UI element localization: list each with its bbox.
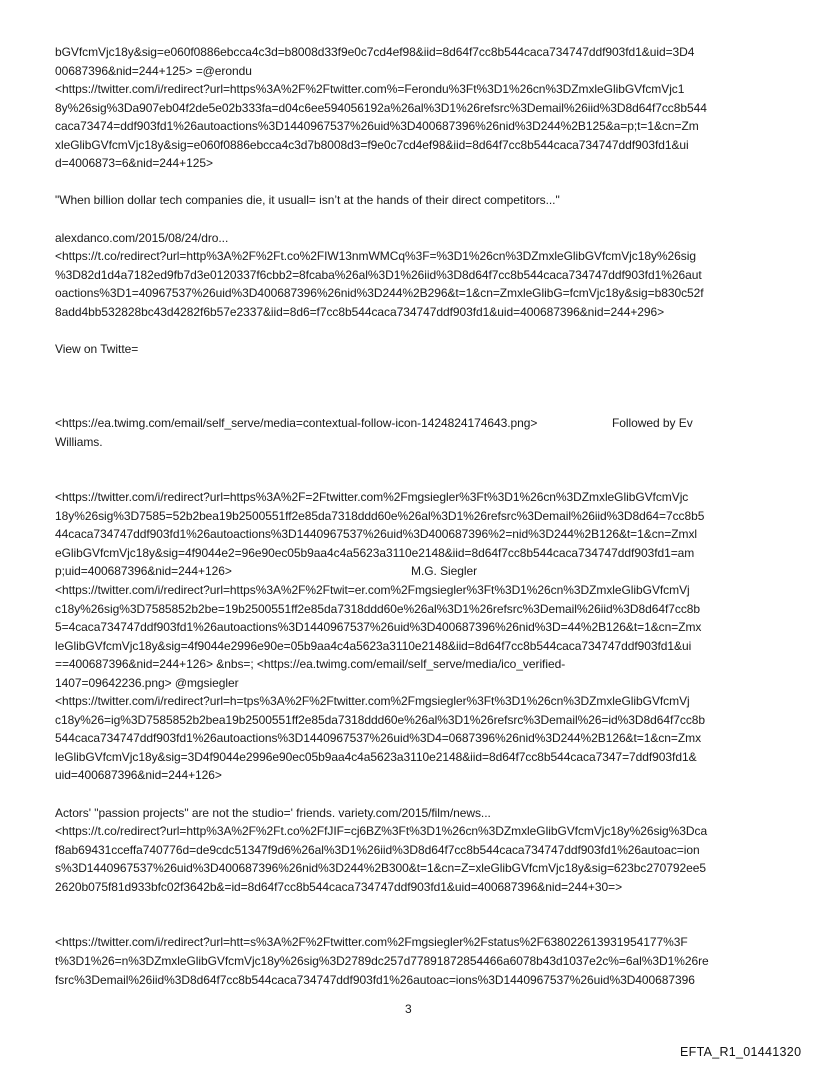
text-line bbox=[55, 117, 699, 136]
text-line bbox=[55, 766, 222, 785]
line-text: <https://twitter.com/i/redirect?url=h=tps%3A%2F%2Ftwitter.com%2Fmgsiegler%3Ft%3D1%26cn%3DZmxleGlibGVfcmVj bbox=[55, 694, 690, 709]
text-line bbox=[55, 600, 700, 619]
line-text: View on Twitte= bbox=[55, 341, 139, 356]
bates-number: EFTA_R1_01441320 bbox=[680, 1045, 802, 1059]
line-text: c18y%26=ig%3D7585852b2bea19b2500551ff2e85da7318ddd60e%26al%3D1%26refsrc%3Demail%26=id%3D8d64f7cc8b bbox=[55, 712, 706, 727]
text-line bbox=[55, 711, 705, 730]
text-line bbox=[55, 488, 688, 507]
line-text: ==400687396&nid=244+126> &nbs=; <https://ea.twimg.com/email/self_serve/media/ico_verified- bbox=[55, 657, 566, 672]
text-line bbox=[55, 878, 622, 897]
line-text: <https://twitter.com/i/redirect?url=https%3A%2F%2Ftwitter.com%=Ferondu%3Ft%3D1%26cn%3DZmxleGlibGVfcmVjc1 bbox=[55, 82, 685, 97]
text-line bbox=[55, 655, 565, 674]
text-line bbox=[55, 340, 138, 359]
line-text: uid=400687396&nid=244+126> bbox=[55, 768, 222, 783]
line-text: <https://twitter.com/i/redirect?url=https%3A%2F%2Ftwit=er.com%2Fmgsiegler%3Ft%3D1%26cn%3DZmxleGlibGVfcmVj bbox=[55, 582, 690, 597]
line-text: <https://t.co/redirect?url=http%3A%2F%2Ft.co%2FIW13nmWMCq%3F=%3D1%26cn%3DZmxleGlibGVfcmVjc18y%26sig bbox=[55, 249, 696, 264]
text-line bbox=[55, 971, 695, 990]
text-line bbox=[55, 822, 707, 841]
line-text: 00687396&nid=244+125> =@erondu bbox=[55, 63, 252, 78]
line-annotation: Followed by Ev bbox=[612, 416, 693, 430]
line-text: f8ab69431cceffa740776d=de9cdc51347f9d6%26al%3D1%26iid%3D8d64f7cc8b544caca734747ddf903fd1%26autoac=ion bbox=[55, 842, 700, 857]
text-line bbox=[55, 99, 707, 118]
line-text: 1407=09642236.png> @mgsiegler bbox=[55, 675, 239, 690]
text-line bbox=[55, 136, 689, 155]
text-line bbox=[55, 544, 694, 563]
text-line bbox=[55, 748, 697, 767]
line-text: 18y%26sig%3D7585=52b2bea19b2500551ff2e85da7318ddd60e%26al%3D1%26refsrc%3Demail%26iid%3D8d64=7cc8b5 bbox=[55, 508, 705, 523]
line-text: 44caca734747ddf903fd1%26autoactions%3D1440967537%26uid%3D400687396%2=nid%3D244%2B126&t=1&cn=Zmxl bbox=[55, 527, 698, 542]
line-text: 8add4bb532828bc43d4282f6b57e2337&iid=8d6=f7cc8b544caca734747ddf903fd1&uid=400687396&nid=244+296> bbox=[55, 304, 665, 319]
line-text: <https://twitter.com/i/redirect?url=htt=s%3A%2F%2Ftwitter.com%2Fmgsiegler%2Fstatus%2F638022613931954177%3F bbox=[55, 935, 688, 950]
line-text: eGlibGVfcmVjc18y&sig=4f9044e2=96e90ec05b9aa4c4a5623a3110e2148&iid=8d64f7cc8b544caca734747ddf903fd1=am bbox=[55, 545, 695, 560]
line-text: bGVfcmVjc18y&sig=e060f0886ebcca4c3d=b8008d33f9e0c7cd4ef98&iid=8d64f7cc8b544caca734747ddf903fd1&uid=3D4 bbox=[55, 45, 695, 59]
line-text: c18y%26sig%3D7585852b2be=19b2500551ff2e85da7318ddd60e%26al%3D1%26refsrc%3Demail%26iid%3D8d64f7cc8b bbox=[55, 601, 701, 616]
line-text: d=4006873=6&nid=244+125> bbox=[55, 156, 213, 171]
text-line bbox=[55, 637, 691, 656]
text-line bbox=[55, 507, 704, 526]
line-text: alexdanco.com/2015/08/24/dro... bbox=[55, 230, 229, 245]
text-line bbox=[55, 674, 239, 693]
line-text: Williams. bbox=[55, 434, 103, 449]
text-line bbox=[55, 154, 213, 173]
text-line bbox=[55, 62, 252, 81]
text-line bbox=[55, 284, 704, 303]
text-line bbox=[55, 581, 690, 600]
line-text: p;uid=400687396&nid=244+126> bbox=[55, 564, 232, 579]
text-line bbox=[55, 229, 228, 248]
line-text: xleGlibGVfcmVjc18y&sig=e060f0886ebcca4c3d7b8008d3=f9e0c7cd4ef98&iid=8d64f7cc8b544caca734747ddf903fd1&ui bbox=[55, 137, 689, 152]
line-text: caca73474=ddf903fd1%26autoactions%3D1440967537%26uid%3D400687396%26nid%3D244%2B125&a=p;t=1&cn=Zm bbox=[55, 119, 699, 134]
text-line bbox=[55, 618, 701, 637]
text-line bbox=[55, 525, 697, 544]
text-line bbox=[55, 692, 690, 711]
line-text: 544caca734747ddf903fd1%26autoactions%3D1440967537%26uid%3D4=0687396%26nid%3D244%2B126&t=1&cn=Zmx bbox=[55, 731, 702, 746]
line-text: 5=4caca734747ddf903fd1%26autoactions%3D1440967537%26uid%3D400687396%26nid%3D=44%2B126&t=1&cn=Zmx bbox=[55, 620, 702, 635]
text-line bbox=[55, 859, 706, 878]
line-text: "When billion dollar tech companies die, it usuall= isn’t at the hands of their direct competitors..." bbox=[55, 193, 560, 208]
text-line bbox=[55, 841, 700, 860]
line-text: <https://ea.twimg.com/email/self_serve/media=contextual-follow-icon-1424824174643.png> bbox=[55, 416, 538, 430]
text-line bbox=[55, 266, 702, 285]
text-line bbox=[55, 43, 694, 62]
line-text: 2620b075f81d933bfc02f3642b&=id=8d64f7cc8b544caca734747ddf903fd1&uid=400687396&nid=244+30=> bbox=[55, 879, 623, 894]
line-text: oactions%3D1=40967537%26uid%3D400687396%26nid%3D244%2B296&t=1&cn=ZmxleGlibG=fcmVjc18y&sig=b830c52f bbox=[55, 286, 704, 301]
text-line bbox=[55, 303, 664, 322]
text-line bbox=[55, 804, 491, 823]
line-text: %3D82d1d4a7182ed9fb7d3e0120337f6cbb2=8fcaba%26al%3D1%26iid%3D8d64f7cc8b544caca734747ddf903fd1%26aut bbox=[55, 267, 702, 282]
line-text: 8y%26sig%3Da907eb04f2de5e02b333fa=d04c6ee594056192a%26al%3D1%26refsrc%3Demail%26iid%3D8d64f7cc8b544 bbox=[55, 100, 707, 115]
text-line bbox=[55, 933, 688, 952]
text-line bbox=[55, 247, 696, 266]
text-line bbox=[55, 80, 684, 99]
line-text: fsrc%3Demail%26iid%3D8d64f7cc8b544caca734747ddf903fd1%26autoac=ions%3D1440967537%26uid%3D400687396 bbox=[55, 972, 695, 987]
line-text: Actors' "passion projects" are not the studio=' friends. variety.com/2015/film/news... bbox=[55, 805, 491, 820]
text-line bbox=[55, 414, 693, 433]
text-line bbox=[55, 562, 478, 581]
text-line bbox=[55, 191, 560, 210]
line-text: <https://twitter.com/i/redirect?url=https%3A%2F=2Ftwitter.com%2Fmgsiegler%3Ft%3D1%26cn%3DZmxleGlibGVfcmVjc bbox=[55, 490, 689, 505]
text-line bbox=[55, 952, 709, 971]
line-text: leGlibGVfcmVjc18y&sig=3D4f9044e2996e90ec05b9aa4c4a5623a3110e2148&iid=8d64f7cc8b544caca7347=7ddf903fd1& bbox=[55, 749, 697, 764]
line-text: leGlibGVfcmVjc18y&sig=4f9044e2996e90e=05b9aa4c4a5623a3110e2148&iid=8d64f7cc8b544caca734747ddf903fd1&ui bbox=[55, 638, 692, 653]
line-text: s%3D1440967537%26uid%3D400687396%26nid%3D244%2B300&t=1&cn=Z=xleGlibGVfcmVjc18y&sig=623bc270792ee5 bbox=[55, 861, 706, 876]
text-line bbox=[55, 433, 103, 452]
text-line bbox=[55, 729, 701, 748]
page-number: 3 bbox=[405, 1002, 412, 1016]
line-text: <https://t.co/redirect?url=http%3A%2F%2Ft.co%2FfJIF=cj6BZ%3Ft%3D1%26cn%3DZmxleGlibGVfcmVjc18y%26sig%3Dca bbox=[55, 824, 708, 839]
line-text: t%3D1%26=n%3DZmxleGlibGVfcmVjc18y%26sig%3D2789dc257d77891872854466a6078b43d1037e2c%=6al%3D1%26re bbox=[55, 953, 709, 968]
line-annotation: M.G. Siegler bbox=[411, 564, 478, 579]
